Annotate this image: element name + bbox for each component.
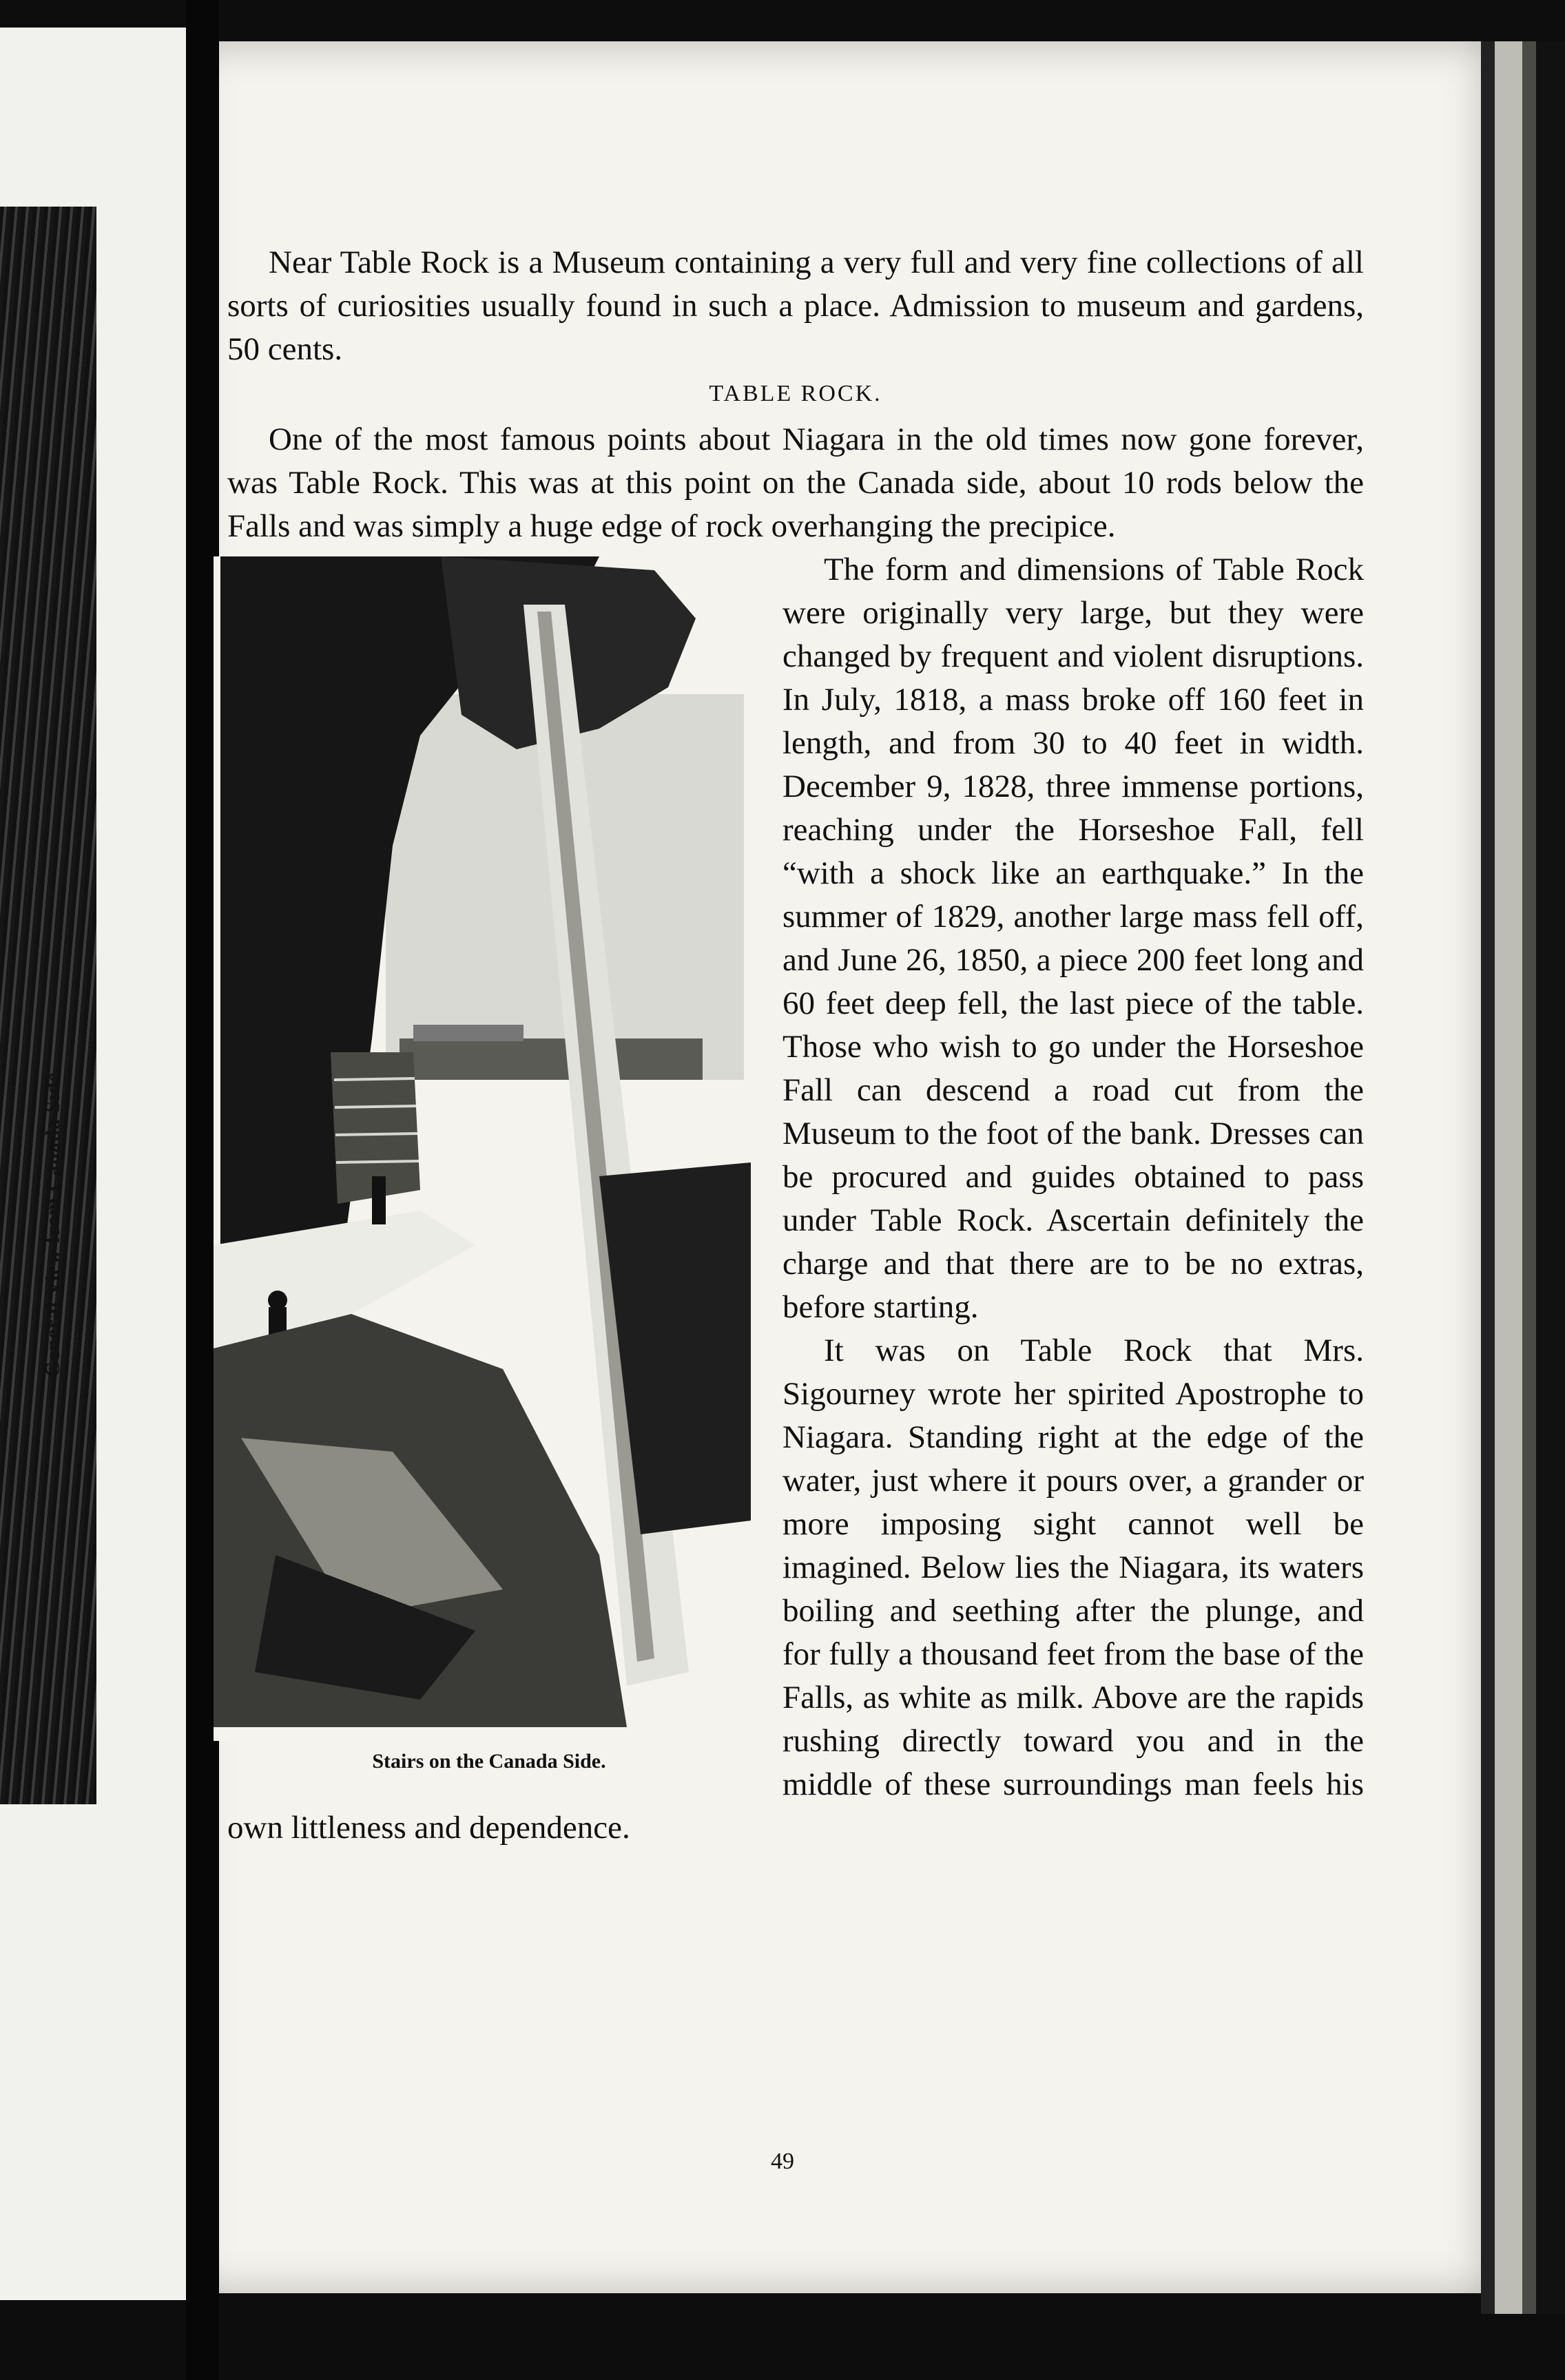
left-page-side-caption: General View from Canada Side. [41,1066,64,1377]
page-edge [1481,41,1565,2314]
section-heading: TABLE ROCK. [709,381,882,406]
page-number: 49 [771,2149,794,2174]
figure-caption: Stairs on the Canada Side. [372,1750,606,1773]
paragraph-3: It was on Table Rock that Mrs. Sigourney wrote her spirited Apostrophe to Niagara. Standing right at the edge of the water, just where it pours over, a grander or more imposing sight cannot well be imagined. Below lies the Niagara, its waters boiling and seething after the plunge, and for fully a thousand feet from the base of the Falls, as white as milk. Above are the rapids rushing directly toward you and in the middle of these surroundings man feels his own littleness and dependence. [227,1333,1364,1846]
page-text [227,241,1364,1850]
illustration [214,556,765,1782]
stairs-engraving [214,556,765,1741]
paragraph-1: One of the most famous points about Niagara in the old times now gone forever, was Table Rock. This was at this point on the Canada side, about 10 rods below the Falls and was simply a huge edge of rock overhanging the precipice. [227,421,1364,544]
paragraph-2: The form and dimensions of Table Rock were originally very large, but they were changed by frequent and violent disruptions. In July, 1818, a mass broke off 160 feet in length, and from 30 to 40 feet in width. December 9, 1828, three immense portions, reaching under the Horseshoe Fall, fell “with a shock like an earthquake.” In the summer of 1829, another large mass fell off, and June 26, 1850, a piece 200 feet long and 60 feet deep fell, the last piece of the table. Those who wish to go under the Horseshoe Fall can descend a road cut from the Museum to the foot of the bank. Dresses can be procured and guides obtained to pass under Table Rock. Ascertain definitely the charge and that there are to be no extras, before starting. [782,552,1364,1325]
left-page-engraving [0,207,96,1804]
left-facing-page [0,28,186,2300]
intro-paragraph: Near Table Rock is a Museum containing a very full and very fine collections of all sorts of curiosities usually found in such a place. Admission to museum and gardens, 50 cents. [227,244,1364,367]
